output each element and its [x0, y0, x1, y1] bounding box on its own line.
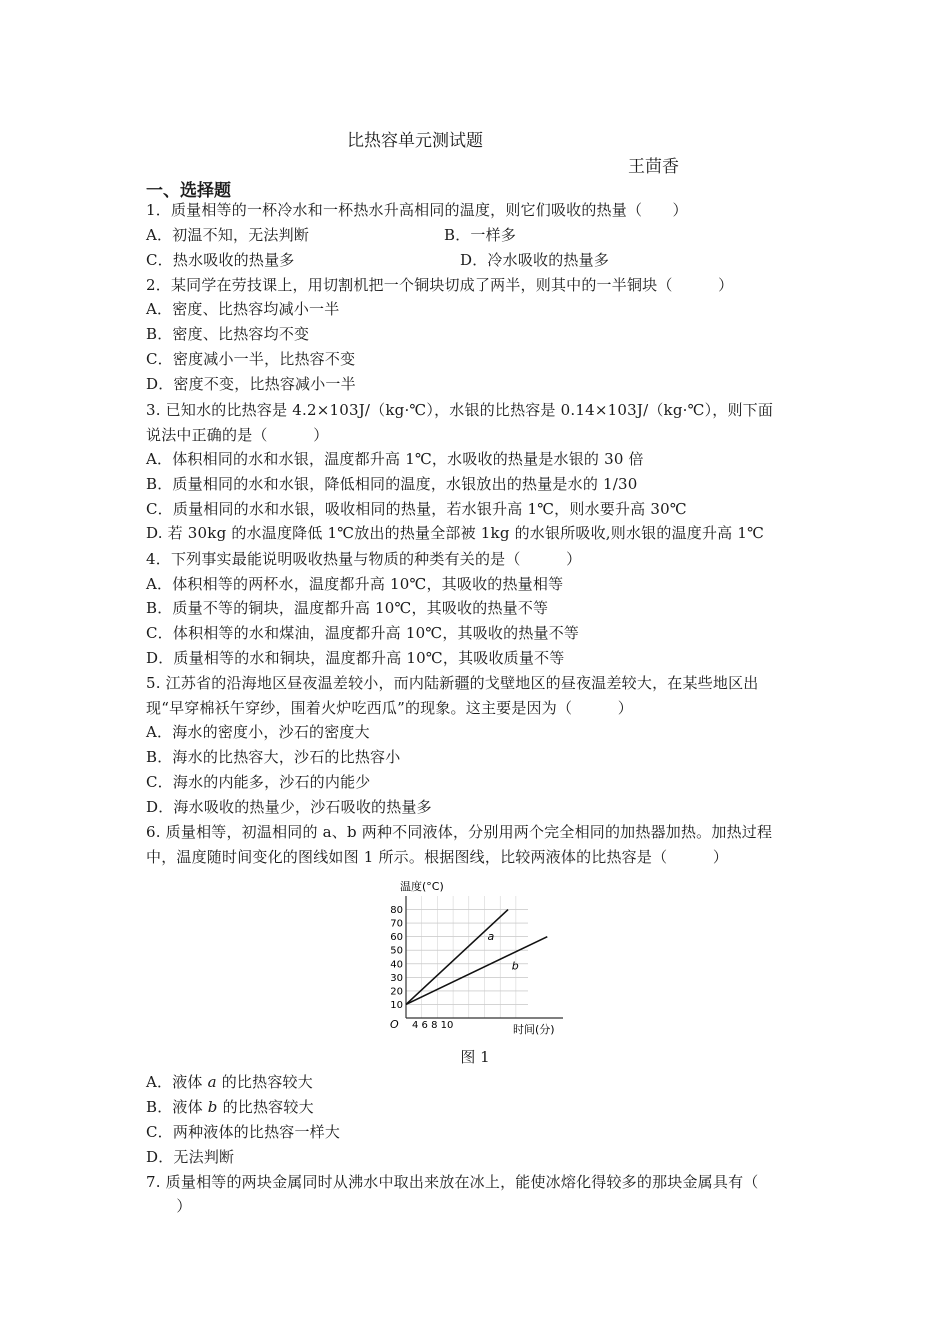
q2-option-d: D．密度不变，比热容减小一半: [146, 375, 356, 393]
q2-option-c: C．密度减小一半，比热容不变: [146, 350, 356, 368]
y-tick-layer: [390, 905, 403, 1011]
y-axis-label: 温度(°C): [400, 880, 444, 893]
q4-option-c: C．体积相等的水和煤油，温度都升高 10℃，其吸收的热量不等: [146, 624, 580, 642]
series-b-label: b: [511, 959, 519, 973]
figure-1-chart: [378, 878, 578, 1038]
q5-stem-line2: 现“早穿棉袄午穿纱，围着火炉吃西瓜”的现象。这主要是因为（ ）: [146, 699, 633, 717]
section-heading: 一、选择题: [146, 181, 231, 201]
y-tick-label: 10: [390, 999, 403, 1011]
q6-stem-line1: 6. 质量相等，初温相同的 a、b 两种不同液体，分别用两个完全相同的加热器加热。加热过程: [146, 823, 773, 841]
q6-option-a: A．液体 a 的比热容较大: [146, 1073, 313, 1091]
q1-option-d: D．冷水吸收的热量多: [460, 251, 610, 269]
q3-option-b: B．质量相同的水和水银，降低相同的温度，水银放出的热量是水的 1/30: [146, 475, 638, 493]
q1-row2: [146, 248, 810, 272]
q4-option-a: A．体积相等的两杯水，温度都升高 10℃，其吸收的热量相等: [146, 575, 564, 593]
q1-stem: 1．质量相等的一杯冷水和一杯热水升高相同的温度，则它们吸收的热量（ ）: [146, 201, 688, 219]
x-tick-labels: 4 6 8 10: [412, 1020, 454, 1031]
q3-option-d: D. 若 30kg 的水温度降低 1℃放出的热量全部被 1kg 的水银所吸收,则水银的温度升高 1℃: [146, 524, 765, 542]
y-tick-label: 20: [390, 986, 403, 998]
y-tick-label: 30: [390, 972, 403, 984]
origin-label: O: [390, 1018, 399, 1031]
q1-option-b: B．一样多: [444, 226, 517, 244]
q6-option-c: C．两种液体的比热容一样大: [146, 1123, 341, 1141]
q3-stem-line2: 说法中正确的是（ ）: [146, 426, 329, 444]
doc-title: 比热容单元测试题: [347, 131, 483, 151]
y-tick-label: 50: [390, 945, 403, 957]
series-line-b: [406, 937, 547, 1005]
q1-option-c: C．热水吸收的热量多: [146, 251, 295, 269]
q5-option-b: B．海水的比热容大，沙石的比热容小: [146, 748, 401, 766]
q1-row1: [146, 223, 810, 247]
y-tick-label: 80: [390, 905, 403, 917]
q1-option-a: A．初温不知，无法判断: [146, 226, 310, 244]
q2-stem: 2．某同学在劳技课上，用切割机把一个铜块切成了两半，则其中的一半铜块（ ）: [146, 276, 734, 294]
q6-option-d: D．无法判断: [146, 1148, 235, 1166]
series-a-label: a: [487, 930, 495, 944]
q3-option-c: C．质量相同的水和水银，吸收相同的热量，若水银升高 1℃，则水要升高 30℃: [146, 500, 687, 518]
q2-option-b: B．密度、比热容均不变: [146, 325, 310, 343]
figure-caption: 图 1: [460, 1048, 490, 1066]
q2-option-a: A．密度、比热容均减小一半: [146, 300, 340, 318]
q7-stem-line1: 7. 质量相等的两块金属同时从沸水中取出来放在冰上，能使冰熔化得较多的那块金属具有（: [146, 1173, 759, 1191]
y-tick-label: 70: [390, 918, 403, 930]
q6-stem-line2: 中，温度随时间变化的图线如图 1 所示。根据图线，比较两液体的比热容是（ ）: [146, 848, 729, 866]
q5-option-d: D．海水吸收的热量少，沙石吸收的热量多: [146, 798, 432, 816]
q6-option-b: B．液体 b 的比热容较大: [146, 1098, 314, 1116]
q3-stem-line1: 3. 已知水的比热容是 4.2×103J/（kg·℃），水银的比热容是 0.14×103J/（kg·℃），则下面: [146, 401, 774, 419]
q3-option-a: A．体积相同的水和水银，温度都升高 1℃，水吸收的热量是水银的 30 倍: [146, 450, 644, 468]
q5-option-a: A．海水的密度小，沙石的密度大: [146, 723, 370, 741]
x-axis-label: 时间(分): [513, 1023, 555, 1036]
grid-layer: [406, 896, 528, 1018]
var-a: a: [207, 1073, 217, 1091]
var-b: b: [207, 1098, 218, 1116]
q4-option-b: B．质量不等的铜块，温度都升高 10℃，其吸收的热量不等: [146, 599, 549, 617]
q7-stem-line2: ）: [146, 1197, 192, 1215]
series-layer: [406, 910, 547, 1005]
q5-option-c: C．海水的内能多，沙石的内能少: [146, 773, 371, 791]
y-tick-label: 60: [390, 932, 403, 944]
q4-stem: 4．下列事实最能说明吸收热量与物质的种类有关的是（ ）: [146, 550, 582, 568]
doc-author: 王茴香: [628, 157, 679, 177]
y-tick-label: 40: [390, 959, 403, 971]
q4-option-d: D．质量相等的水和铜块，温度都升高 10℃，其吸收质量不等: [146, 649, 565, 667]
series-line-a: [406, 910, 508, 1005]
q5-stem-line1: 5. 江苏省的沿海地区昼夜温差较小，而内陆新疆的戈壁地区的昼夜温差较大，在某些地区出: [146, 674, 759, 692]
